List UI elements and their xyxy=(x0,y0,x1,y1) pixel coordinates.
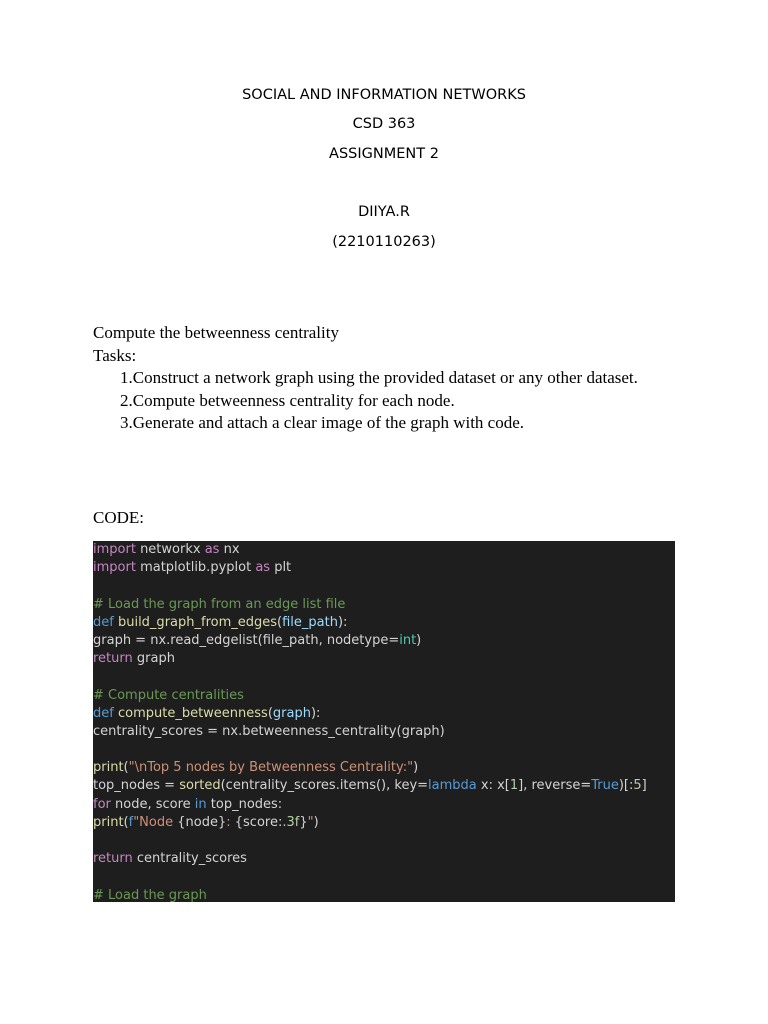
code-token: build_graph_from_edges xyxy=(117,614,278,630)
code-line xyxy=(93,559,675,577)
code-line xyxy=(93,796,675,814)
code-comment: # Load the graph from an edge list file xyxy=(93,596,346,612)
code-token: top_nodes = xyxy=(93,778,180,794)
course-code: CSD 363 xyxy=(352,116,416,132)
task-item: 3.Generate and attach a clear image of the graph with code. xyxy=(120,413,525,432)
code-token: top_nodes: xyxy=(206,796,283,812)
intro-section xyxy=(93,322,638,435)
code-token: ( xyxy=(123,814,129,830)
intro-title: Compute the betweenness centrality xyxy=(93,323,339,342)
code-token: sorted xyxy=(179,778,221,794)
code-token: : xyxy=(226,814,235,830)
code-token: def xyxy=(93,705,114,721)
code-token: for xyxy=(93,796,111,812)
code-comment: # Compute centralities xyxy=(93,687,244,703)
code-token: f xyxy=(128,814,134,830)
code-token: {node} xyxy=(177,814,227,830)
code-token: matplotlib.pyplot xyxy=(135,560,256,576)
code-line-blank xyxy=(93,668,675,686)
code-token: nx xyxy=(219,542,240,557)
code-token: "Node xyxy=(133,814,178,830)
code-token: centrality_scores xyxy=(132,851,247,867)
code-token: import xyxy=(93,542,136,557)
code-token: ] xyxy=(641,778,647,794)
code-token: file_path xyxy=(282,614,338,630)
code-line xyxy=(93,541,675,559)
code-token: lambda xyxy=(428,778,477,794)
code-token: ( xyxy=(267,705,273,721)
code-line xyxy=(93,814,675,832)
code-token: "\nTop 5 nodes by Betweenness Centrality:" xyxy=(128,760,414,776)
code-line xyxy=(93,759,675,777)
course-title: SOCIAL AND INFORMATION NETWORKS xyxy=(242,87,526,103)
code-line-blank xyxy=(93,868,675,886)
code-token: plt xyxy=(270,560,292,576)
task-item: 2.Compute betweenness centrality for each node. xyxy=(120,390,455,410)
code-line-blank xyxy=(93,741,675,759)
code-line xyxy=(93,705,675,723)
code-token: ( xyxy=(123,760,129,776)
code-token: {score: xyxy=(234,814,283,830)
code-token: in xyxy=(194,796,207,812)
assignment-title: ASSIGNMENT 2 xyxy=(329,146,439,162)
code-line: centrality_scores = nx.betweenness_centrality(graph) xyxy=(93,723,445,739)
code-token: return xyxy=(93,851,133,867)
code-token: x: x[ xyxy=(476,778,510,794)
code-token: as xyxy=(255,560,271,576)
task-item: 1.Construct a network graph using the provided dataset or any other dataset. xyxy=(120,368,638,387)
code-line xyxy=(93,850,675,868)
code-line-blank xyxy=(93,577,675,595)
code-token: ( xyxy=(277,614,283,630)
code-token: ) xyxy=(416,632,422,648)
code-token: return xyxy=(93,651,133,667)
code-line xyxy=(93,632,675,650)
code-token: print xyxy=(93,760,124,776)
code-token: } xyxy=(299,814,308,830)
code-line xyxy=(93,614,675,632)
code-line xyxy=(93,650,675,668)
code-token: as xyxy=(204,542,220,557)
code-token: " xyxy=(307,814,314,830)
code-token: ], reverse= xyxy=(518,778,592,794)
code-token: graph xyxy=(272,705,311,721)
tasks-label: Tasks: xyxy=(93,345,137,365)
code-token: 1 xyxy=(509,778,519,794)
code-line-blank xyxy=(93,832,675,850)
code-block xyxy=(93,541,675,902)
code-token: node, score xyxy=(110,796,195,812)
code-token: networkx xyxy=(135,542,205,557)
code-token: def xyxy=(93,614,114,630)
code-token: .3f xyxy=(282,814,300,830)
code-token: 5 xyxy=(633,778,642,794)
code-token: )[: xyxy=(618,778,634,794)
student-name: DIIYA.R xyxy=(358,204,410,220)
code-token: ): xyxy=(310,705,321,721)
code-comment: # Load the graph xyxy=(93,887,207,902)
code-token: import xyxy=(93,560,136,576)
code-token: ) xyxy=(313,814,319,830)
code-line xyxy=(93,777,675,795)
code-token: ) xyxy=(413,760,419,776)
student-roll: (2210110263) xyxy=(332,234,436,250)
code-token: True xyxy=(591,778,619,794)
code-label: CODE: xyxy=(93,508,144,527)
code-token: ): xyxy=(337,614,348,630)
code-token: (centrality_scores.items(), key= xyxy=(220,778,429,794)
code-token: graph = nx.read_edgelist(file_path, nodetype= xyxy=(93,632,400,648)
code-token: compute_betweenness xyxy=(117,705,268,721)
code-token: int xyxy=(399,632,417,648)
code-token: graph xyxy=(132,651,175,667)
code-token: print xyxy=(93,814,124,830)
